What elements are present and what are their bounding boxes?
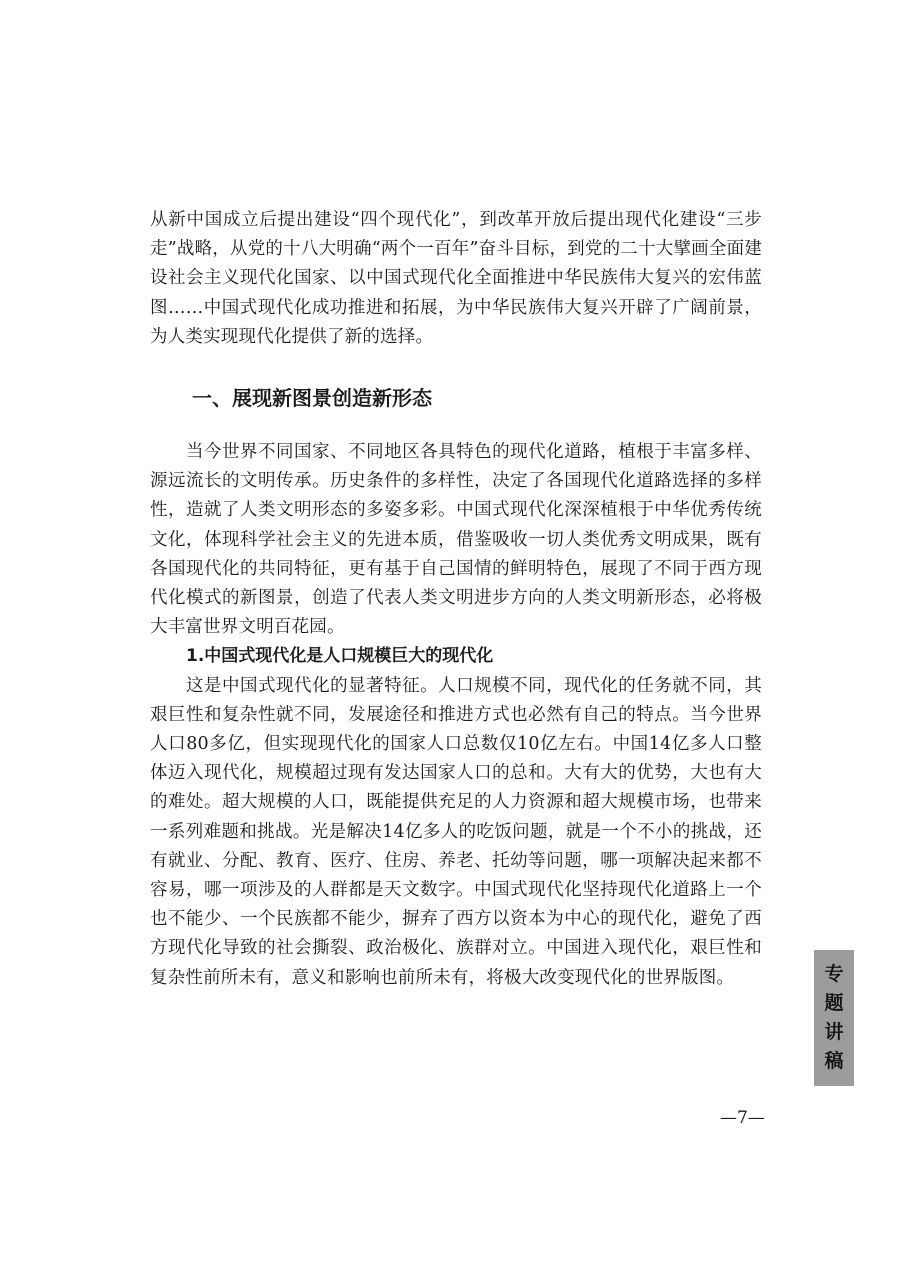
subsection-heading: 1.中国式现代化是人口规模巨大的现代化 [186, 646, 494, 667]
spacer [150, 352, 762, 384]
side-tab-char: 讲 [824, 1021, 844, 1043]
document-body [150, 206, 762, 993]
subsection-paragraph: 这是中国式现代化的显著特征。人口规模不同，现代化的任务就不同，其艰巨性和复杂性就不同，发展途径和推进方式也必然有自己的特点。当今世界人口80多亿，但实现现代化的国家人口总数仅10亿左右。中国14亿多人口整体迈入现代化，规模超过现有发达国家人口的总和。大有大的优势，大也有大的难处。超大规模的人口，既能提供充足的人力资源和超大规模市场，也带来一系列难题和挑战。光是解决14亿多人的吃饭问题，就是一个不小的挑战，还有就业、分配、教育、医疗、住房、养老、托幼等问题，哪一项解决起来都不容易，哪一项涉及的人群都是天文数字。中国式现代化坚持现代化道路上一个也不能少、一个民族都不能少，摒弃了西方以资本为中心的现代化，避免了西方现代化导致的社会撕裂、政治极化、族群对立。中国进入现代化，艰巨性和复杂性前所未有，意义和影响也前所未有，将极大改变现代化的世界版图。 [150, 675, 762, 988]
spacer [150, 412, 762, 438]
side-tab-char: 专 [824, 963, 844, 985]
side-tab-label [814, 950, 854, 1086]
page-number: —7— [720, 1108, 765, 1128]
section-paragraph: 当今世界不同国家、不同地区各具特色的现代化道路，植根于丰富多样、源远流长的文明传承。历史条件的多样性，决定了各国现代化道路选择的多样性，造就了人类文明形态的多姿多彩。中国式现代化深深植根于中华优秀传统文化，体现科学社会主义的先进本质，借鉴吸收一切人类优秀文明成果，既有各国现代化的共同特征，更有基于自己国情的鲜明特色，展现了不同于西方现代化模式的新图景，创造了代表人类文明进步方向的人类文明新形态，必将极大丰富世界文明百花园。 [150, 442, 762, 638]
intro-paragraph: 从新中国成立后提出建设“四个现代化”，到改革开放后提出现代化建设“三步走”战略，从党的十八大明确“两个一百年”奋斗目标，到党的二十大擘画全面建设社会主义现代化国家、以中国式现代化全面推进中华民族伟大复兴的宏伟蓝图……中国式现代化成功推进和拓展，为中华民族伟大复兴开辟了广阔前景，为人类实现现代化提供了新的选择。 [150, 210, 762, 347]
side-tab-char: 题 [824, 992, 844, 1014]
side-tab-char: 稿 [824, 1050, 844, 1072]
section-heading: 一、展现新图景创造新形态 [192, 386, 432, 411]
